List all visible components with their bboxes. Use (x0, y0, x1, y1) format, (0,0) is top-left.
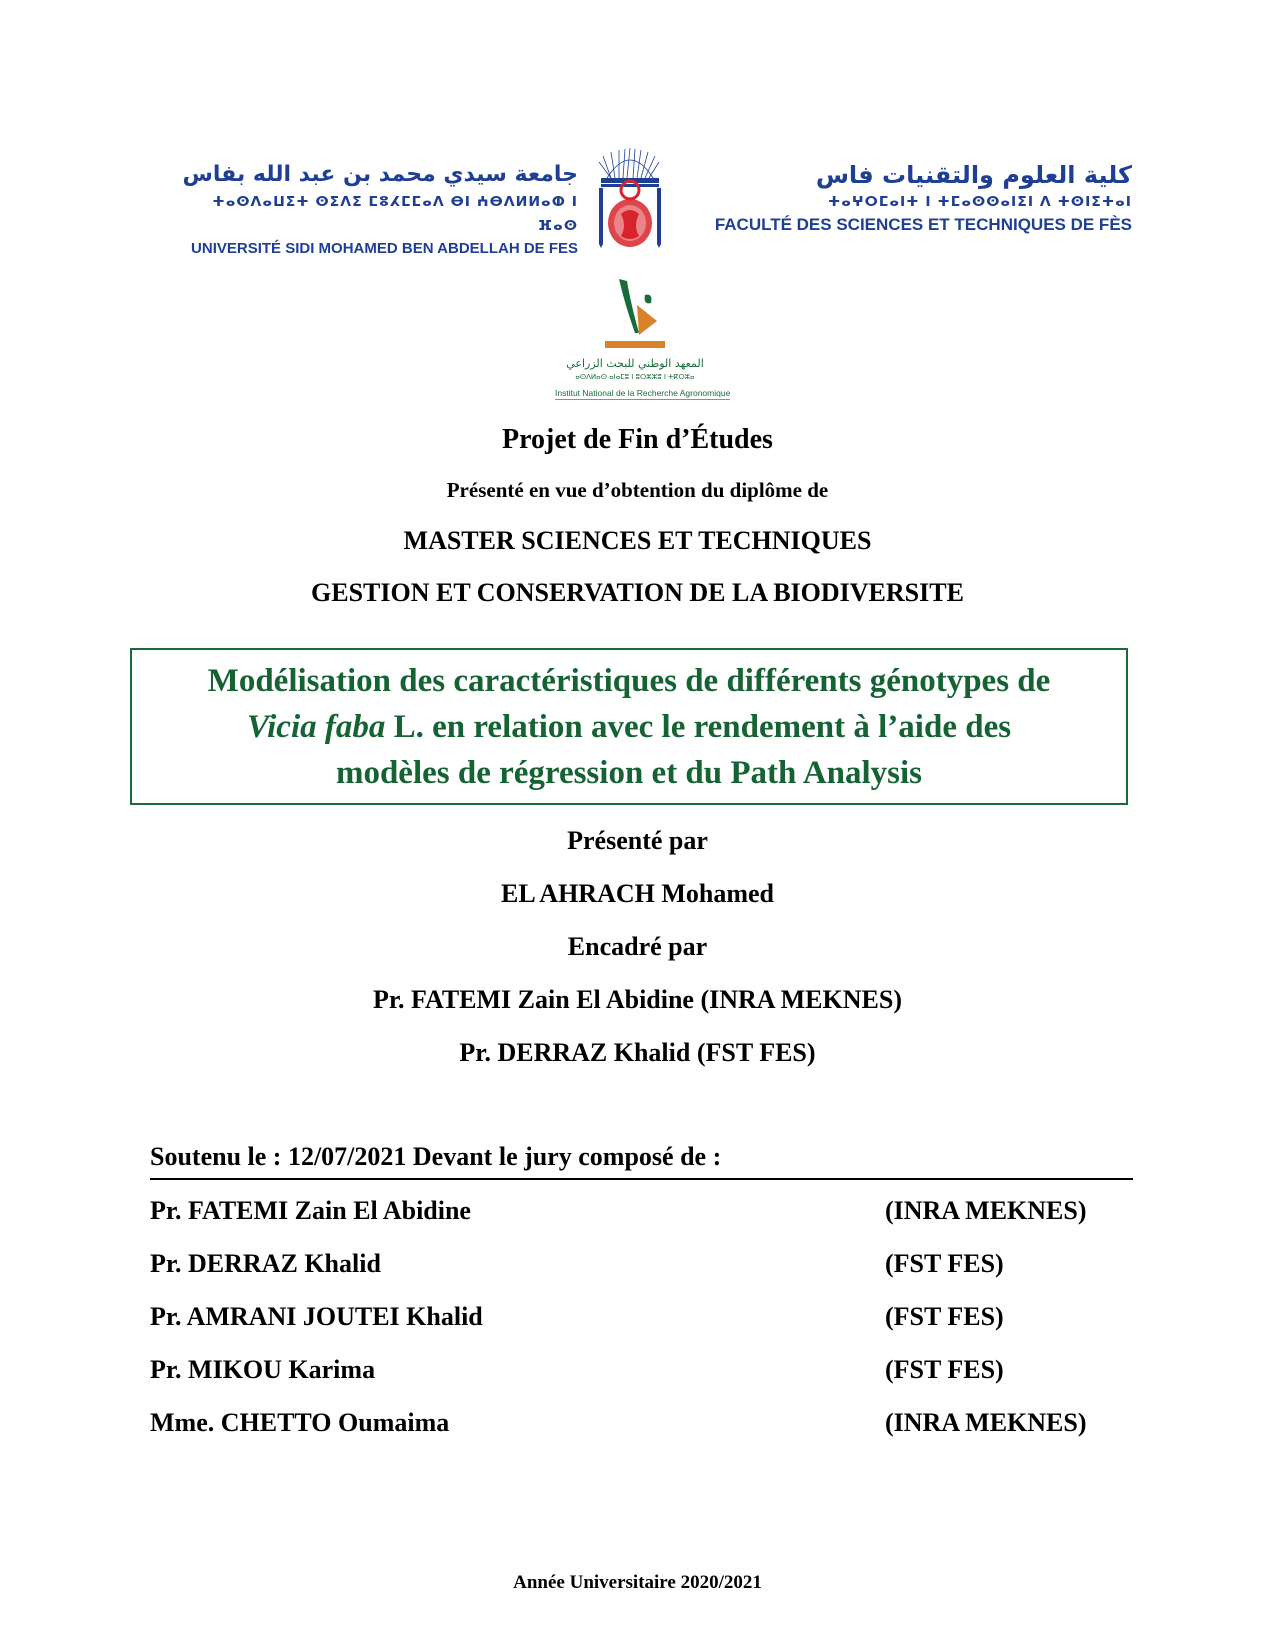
university-name-tifinagh: ⵜⴰⵙⴷⴰⵡⵉⵜ ⵙⵉⴷⵉ ⵎⵓⵃⵎⵎⴰⴷ ⴱⵏ ⵄⴱⴷⵍⵍⴰⵀ ⵏ ⴼⴰⵙ (212, 194, 578, 234)
jury-member (150, 1355, 1135, 1395)
presented-by-label: Présenté par (567, 826, 708, 855)
jury-member (150, 1408, 1135, 1448)
university-logo (178, 160, 578, 260)
thesis-title-line2: Vicia faba L. en relation avec le rendement à l’aide des (246, 709, 1012, 745)
jury-member-name: Pr. FATEMI Zain El Abidine (150, 1196, 471, 1225)
jury-member-institution: (FST FES) (885, 1302, 1004, 1331)
jury-member-name: Pr. AMRANI JOUTEI Khalid (150, 1302, 483, 1331)
inra-logo (555, 275, 731, 415)
jury-member (150, 1302, 1135, 1342)
degree-name: MASTER SCIENCES ET TECHNIQUES (403, 526, 872, 555)
divider (150, 1178, 1133, 1180)
jury-member-institution: (INRA MEKNES) (885, 1196, 1087, 1225)
thesis-title-line3: modèles de régression et du Path Analysis (335, 755, 923, 791)
university-name-arabic: جامعة سيدي محمد بن عبد الله بفاس (182, 162, 578, 187)
faculty-name-arabic: كلية العلوم والتقنيات فاس (815, 161, 1132, 189)
specialty-name: GESTION ET CONSERVATION DE LA BIODIVERSITE (311, 578, 964, 607)
jury-member-institution: (FST FES) (885, 1249, 1004, 1278)
faculty-name-tifinagh: ⵜⴰⵖⵔⵎⴰⵏⵜ ⵏ ⵜⵎⴰⵙⵙⴰⵏⵉⵏ ⴷ ⵜⵙⵏⵉⵜⴰⵏ (827, 194, 1132, 210)
jury-member-name: Pr. DERRAZ Khalid (150, 1249, 381, 1278)
jury-member-name: Pr. MIKOU Karima (150, 1355, 376, 1384)
jury-member-name: Mme. CHETTO Oumaima (150, 1408, 450, 1437)
university-name-latin: UNIVERSITÉ SIDI MOHAMED BEN ABDELLAH DE FES (191, 240, 578, 257)
inra-leaf-icon (595, 275, 675, 351)
thesis-title-box (130, 648, 1128, 805)
faculty-logo (700, 160, 1132, 236)
inra-name-tifinagh: ⴰⵙⴷⵍⴰⵙ ⴰⵏⴰⵎⵓ ⵏ ⵓⵔⵣⵣⵓ ⵏ ⵜⴽⵔⵣⴰ (575, 373, 695, 381)
author-name: EL AHRACH Mohamed (500, 879, 775, 908)
supervised-by-label: Encadré par (567, 932, 708, 961)
faculty-name-latin: FACULTÉ DES SCIENCES ET TECHNIQUES DE FÈS (714, 215, 1132, 234)
degree-purpose: Présenté en vue d’obtention du diplôme de (446, 478, 829, 502)
jury-member-institution: (FST FES) (885, 1355, 1004, 1384)
document-type: Projet de Fin d’Études (502, 424, 773, 455)
thesis-title-line1: Modélisation des caractéristiques de différents génotypes de (207, 663, 1051, 699)
supervisor-1: Pr. FATEMI Zain El Abidine (INRA MEKNES) (373, 985, 902, 1014)
inra-name-latin: Institut National de la Recherche Agronomique (555, 388, 731, 398)
supervisor-2: Pr. DERRAZ Khalid (FST FES) (459, 1038, 816, 1067)
species-name: Vicia faba (246, 709, 386, 745)
inra-name-arabic: المعهد الوطني للبحث الزراعي (566, 357, 704, 370)
defense-line: Soutenu le : 12/07/2021 Devant le jury composé de : (150, 1142, 722, 1171)
jury-member (150, 1196, 1135, 1236)
jury-member-institution: (INRA MEKNES) (885, 1408, 1087, 1437)
jury-member (150, 1249, 1135, 1289)
academic-year: Année Universitaire 2020/2021 (513, 1572, 762, 1593)
university-emblem-icon (593, 148, 667, 252)
